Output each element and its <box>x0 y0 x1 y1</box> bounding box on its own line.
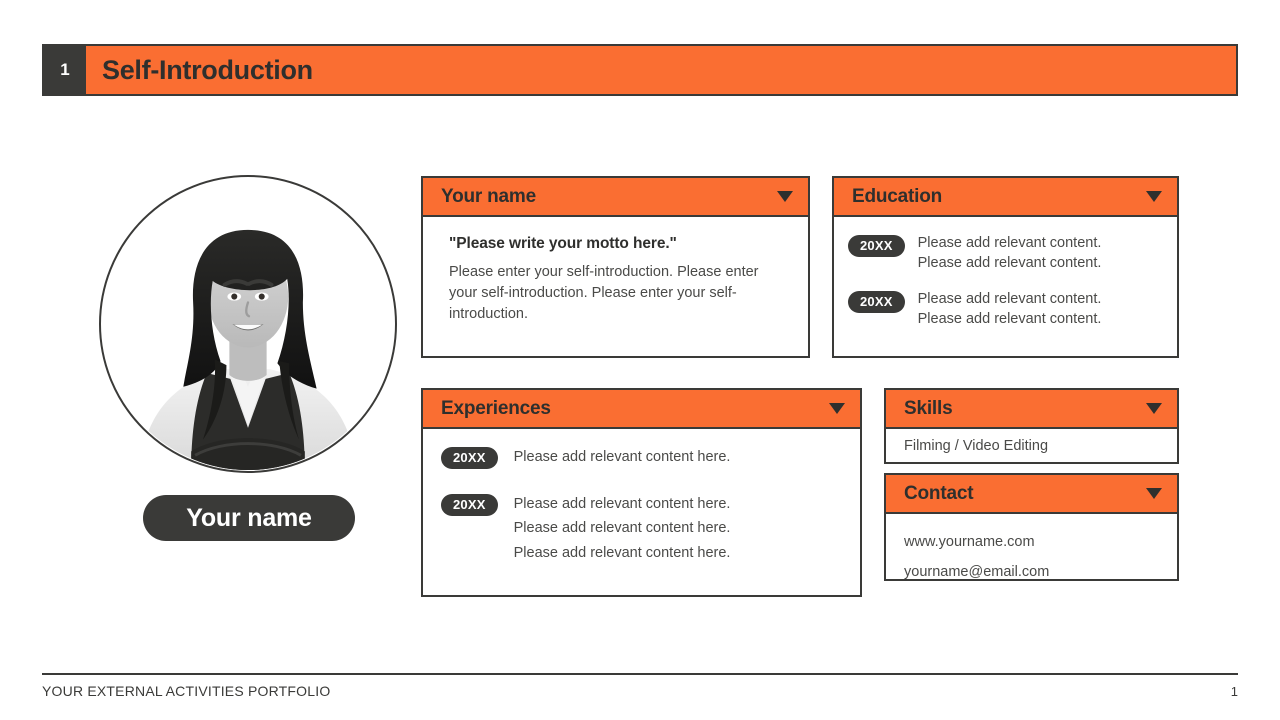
year-badge: 20XX <box>848 235 905 257</box>
entry-line: Please add relevant content here. <box>513 449 731 465</box>
card-title: Experiences <box>441 397 551 419</box>
motto-text: "Please write your motto here." <box>449 235 677 252</box>
card-header-experiences[interactable] <box>421 388 862 429</box>
card-title: Contact <box>904 482 974 504</box>
contact-email[interactable]: yourname@email.com <box>904 564 1050 580</box>
entry-line: Please add relevant content here. <box>513 495 731 512</box>
footer-divider <box>42 673 1238 675</box>
slide-number-badge: 1 <box>44 46 86 94</box>
card-body-education <box>832 217 1179 358</box>
year-badge: 20XX <box>441 494 498 516</box>
portrait-photo-icon <box>101 177 395 471</box>
entry-lines <box>514 445 731 470</box>
card-header-your-name[interactable] <box>421 176 810 217</box>
entry-lines <box>918 233 1102 273</box>
card-your-name <box>421 176 810 358</box>
list-item <box>848 233 1163 273</box>
chevron-down-icon[interactable] <box>777 191 793 202</box>
card-title: Your name <box>441 185 536 207</box>
list-item <box>441 492 846 566</box>
card-body-contact <box>884 514 1179 581</box>
entry-line: Please add relevant content here. <box>513 544 731 561</box>
entry-line: Please add relevant content. <box>917 311 1102 327</box>
entry-line: Please add relevant content. <box>917 291 1102 307</box>
card-title: Skills <box>904 397 953 419</box>
card-body-experiences <box>421 429 862 597</box>
chevron-down-icon[interactable] <box>1146 403 1162 414</box>
year-badge: 20XX <box>848 291 905 313</box>
card-header-skills[interactable] <box>884 388 1179 429</box>
self-introduction-text: Please enter your self-introduction. Please enter your self-introduction. Please enter your self-introduction. <box>449 264 759 322</box>
profile-name-pill: Your name <box>143 495 355 541</box>
chevron-down-icon[interactable] <box>1146 488 1162 499</box>
footer-label: YOUR EXTERNAL ACTIVITIES PORTFOLIO <box>42 683 331 699</box>
card-body-your-name <box>421 217 810 358</box>
entry-line: Please add relevant content. <box>917 255 1102 271</box>
profile-block <box>99 175 399 541</box>
list-item <box>441 445 846 470</box>
card-experiences <box>421 388 862 597</box>
year-badge: 20XX <box>441 447 498 469</box>
entry-line: Please add relevant content. <box>917 235 1102 251</box>
card-education <box>832 176 1179 358</box>
chevron-down-icon[interactable] <box>829 403 845 414</box>
skill-item: Filming / Video Editing <box>904 437 1049 454</box>
page-title: Self-Introduction <box>102 54 313 85</box>
chevron-down-icon[interactable] <box>1146 191 1162 202</box>
card-header-contact[interactable] <box>884 473 1179 514</box>
card-title: Education <box>852 185 943 207</box>
entry-lines <box>514 492 731 566</box>
slide-title-bar <box>42 44 1238 96</box>
card-body-skills <box>884 429 1179 464</box>
avatar <box>99 175 397 473</box>
entry-line: Please add relevant content here. <box>513 520 731 536</box>
list-item <box>848 289 1163 329</box>
card-contact <box>884 473 1179 581</box>
card-header-education[interactable] <box>832 176 1179 217</box>
contact-website[interactable]: www.yourname.com <box>904 534 1035 550</box>
entry-lines <box>918 289 1102 329</box>
page-number: 1 <box>1230 684 1238 699</box>
card-skills <box>884 388 1179 464</box>
